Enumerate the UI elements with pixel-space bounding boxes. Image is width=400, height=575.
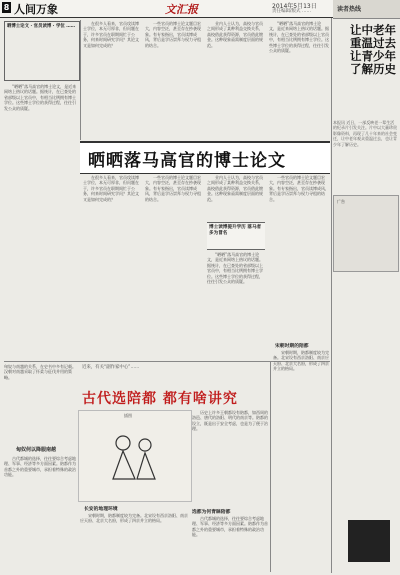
article-paragraph: 业内人士认为，高校与官员之间形成了某种利益交换关系，高校借此获得资源，官员借此镀金。这种现象亟需制度层面的规范。 xyxy=(207,175,263,202)
article-paragraph: 业内人士认为，高校与官员之间形成了某种利益交换关系，高校借此获得资源，官员借此镀金。这种现象亟需制度层面的规范。 xyxy=(207,21,263,48)
illustration-frame xyxy=(78,410,192,502)
article-column-7 xyxy=(145,175,203,360)
right-banner xyxy=(333,0,400,19)
side-headline xyxy=(350,24,398,76)
article-column-4 xyxy=(207,21,265,139)
issue-date: 2014年5月13日 xyxy=(272,3,317,10)
qr-code-graphic xyxy=(348,520,390,562)
newspaper-brand: 文汇报 xyxy=(165,3,198,16)
box-story-text xyxy=(4,364,78,454)
article-column-6 xyxy=(83,175,141,360)
article-paragraph: 一些官员的博士论文题目宏大，内容空泛，甚至存在抄袭现象。有专家指出，官员读博成风，背后是学历崇拜与权力寻租的结合。 xyxy=(145,21,201,48)
article-paragraph: 宋朝时期，陪都制度较为完备。北宋设有西京洛阳、南京应天府、北京大名府，形成了四京并立的格局。 xyxy=(80,513,188,524)
side-article-text xyxy=(333,120,397,450)
inline-subhead: 博士读博提升学历 落马者多为冒名 xyxy=(207,222,265,250)
lower-headline: 古代选陪都 都有啥讲究 xyxy=(82,391,238,407)
intro-text: 晒博士论文 · 官员读博 · 学位 …… xyxy=(7,24,76,29)
article-column-5 xyxy=(269,21,329,139)
article-paragraph: 古代都城的选择，往往要综合考虑地理、军事、经济等多方面因素。陪都作为首都之外的重要城市，承担着特殊的政治功能。 xyxy=(4,456,76,478)
lower-subhead-2: 宋朝时期的陪都 xyxy=(275,344,309,349)
article-paragraph: 宋朝时期，陪都制度较为完备。北宋设有西京洛阳、南京应天府、北京大名府，形成了四京并立的格局。 xyxy=(273,350,329,372)
article-paragraph: 在很多人看来，官员攻读博士学位，本无可厚非，但问题在于，许多官员在职期间忙于公务，何来时间研究学问？其论文又是如何完成的？ xyxy=(83,175,139,202)
section-title: 人间万象 xyxy=(14,3,58,16)
article-paragraph: “晒晒”落马高官的博士论文，是近来网络上热议的话题。据统计，在已查处的省部级以上官员中，有相当比例拥有博士学位。这些博士学位的获得过程，往往引发公众的质疑。 xyxy=(207,252,263,285)
side-headline-line: 让青少年了解历史 xyxy=(350,49,396,76)
article-column-8 xyxy=(207,175,265,220)
column-rule xyxy=(80,20,81,140)
side-paragraph: 本报讯 近日，一部反映老一辈生活的纪录片引发关注。片中以大量珍贵影像资料，再现了几十年来的社会变迁，让中老年观众重温过去，也让青少年了解历史。 xyxy=(333,120,397,147)
lower-kicker: 近来，有关“副作家中心”…… xyxy=(82,365,140,370)
editor-credit: 责任编辑/版式 …… xyxy=(272,9,311,14)
article-paragraph: 一些官员的博士论文题目宏大，内容空泛，甚至存在抄袭现象。有专家指出，官员读博成风，背后是学历崇拜与权力寻租的结合。 xyxy=(145,175,201,202)
article-paragraph: “晒晒”落马高官的博士论文，是近来网络上热议的话题。据统计，在已查处的省部级以上官员中，有相当比例拥有博士学位。这些博士学位的获得过程，往往引发公众的质疑。 xyxy=(4,84,77,111)
lower-column-3 xyxy=(80,513,188,571)
main-headline-band xyxy=(80,141,330,174)
article-paragraph: 历史上许多王朝都设有陪都，如西周的洛邑、唐代的洛阳、明代的南京等。陪都的设立，既是出于安全考虑，也是为了便于治理。 xyxy=(192,410,268,432)
right-banner-text: 读者热线 xyxy=(337,6,362,13)
lower-column-2 xyxy=(192,410,268,505)
box-story-title: 匈奴何以降服南越 xyxy=(16,447,57,453)
article-paragraph: 一些官员的博士论文题目宏大，内容空泛，甚至存在抄袭现象。有专家指出，官员读博成风，背后是学历崇拜与权力寻租的结合。 xyxy=(269,175,329,202)
side-headline-line: 让中老年重温过去 xyxy=(350,23,396,50)
article-paragraph: 古代都城的选择，往往要综合考虑地理、军事、经济等多方面因素。陪都作为首都之外的重要城市，承担着特殊的政治功能。 xyxy=(192,516,268,538)
box-story-paragraph: 匈奴与南越的关系，在史书中多有记载。汉朝对南越采取了怀柔与征伐并用的策略。 xyxy=(4,364,76,380)
ad-label: 广告 xyxy=(337,199,345,204)
lower-column-rule xyxy=(270,362,271,572)
lower-subhead-1: 长安的地理环境 xyxy=(84,507,118,512)
article-column-9 xyxy=(207,252,265,360)
lower-column-4 xyxy=(192,516,268,571)
page-number: 8 xyxy=(3,3,10,12)
article-column-10 xyxy=(269,175,329,360)
side-column-rule xyxy=(331,18,332,573)
article-paragraph: “晒晒”落马高官的博士论文，是近来网络上热议的话题。据统计，在已查处的省部级以上官员中，有相当比例拥有博士学位。这些博士学位的获得过程，往往引发公众的质疑。 xyxy=(269,21,329,54)
article-column-3 xyxy=(145,21,203,139)
lower-column-5 xyxy=(273,350,329,570)
article-column-1 xyxy=(4,84,78,359)
main-headline: 晒晒落马高官的博士论文 xyxy=(88,151,286,171)
side-advertisement xyxy=(333,195,399,272)
article-column-2 xyxy=(83,21,141,139)
intro-box xyxy=(4,21,80,81)
lower-subhead-3: 选都为何青睐陪都 xyxy=(192,510,231,515)
lower-column-1 xyxy=(4,456,78,571)
illustration-figure-icon xyxy=(103,429,163,489)
article-paragraph: 在很多人看来，官员攻读博士学位，本无可厚非，但问题在于，许多官员在职期间忙于公务，何来时间研究学问？其论文又是如何完成的？ xyxy=(83,21,139,48)
illustration-caption: 插图 xyxy=(124,413,132,418)
